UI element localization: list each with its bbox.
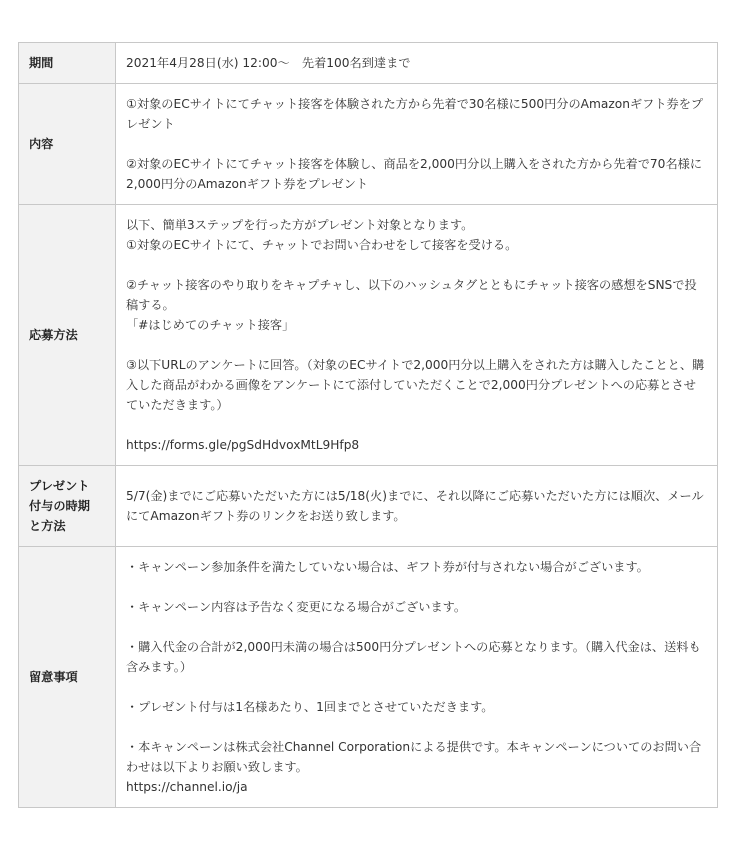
table-row-content	[19, 84, 718, 205]
apply-hashtag: 「#はじめてのチャット接客」	[126, 318, 295, 332]
survey-link[interactable]: https://forms.gle/pgSdHdvoxMtL9Hfp8	[126, 438, 360, 452]
note-1: ・キャンペーン参加条件を満たしていない場合は、ギフト券が付与されない場合がございます。	[126, 560, 649, 574]
row-label-how-to-apply: 応募方法	[19, 205, 116, 466]
delivery-text: 5/7(金)までにご応募いただいた方には5/18(火)までに、それ以降にご応募いただいた方には順次、メールにてAmazonギフト券のリンクをお送り致します。	[116, 466, 718, 547]
apply-step-2: ②チャット接客のやり取りをキャプチャし、以下のハッシュタグとともにチャット接客の感想をSNSで投稿する。	[126, 278, 697, 312]
row-label-period: 期間	[19, 43, 116, 84]
table-row-how-to-apply	[19, 205, 718, 466]
row-label-content: 内容	[19, 84, 116, 205]
note-3: ・購入代金の合計が2,000円未満の場合は500円分プレゼントへの応募となります。（購入代金は、送料も含みます。）	[126, 640, 701, 674]
apply-step-1: ①対象のECサイトにて、チャットでお問い合わせをして接客を受ける。	[126, 238, 518, 252]
how-to-apply-cell	[116, 205, 718, 466]
note-2: ・キャンペーン内容は予告なく変更になる場合がございます。	[126, 600, 467, 614]
content-cell	[116, 84, 718, 205]
apply-intro: 以下、簡単3ステップを行った方がプレゼント対象となります。	[126, 218, 474, 232]
table-row-delivery	[19, 466, 718, 547]
content-item-1: ①対象のECサイトにてチャット接客を体験された方から先着で30名様に500円分のAmazonギフト券をプレゼント	[126, 97, 704, 131]
row-label-delivery-line-3: と方法	[29, 519, 66, 533]
table-row-period	[19, 43, 718, 84]
content-item-2: ②対象のECサイトにてチャット接客を体験し、商品を2,000円分以上購入をされた方から先着で70名様に2,000円分のAmazonギフト券をプレゼント	[126, 157, 703, 191]
row-label-delivery-line-2: 付与の時期	[29, 499, 90, 513]
row-label-delivery-line-1: プレゼント	[29, 479, 90, 493]
row-label-notes: 留意事項	[19, 547, 116, 808]
period-text: 2021年4月28日(水) 12:00〜 先着100名到達まで	[116, 43, 718, 84]
row-label-delivery	[19, 466, 116, 547]
note-5: ・本キャンペーンは株式会社Channel Corporationによる提供です。本キャンペーンについてのお問い合わせは以下よりお願い致します。	[126, 740, 702, 774]
contact-link[interactable]: https://channel.io/ja	[126, 780, 248, 794]
table-row-notes	[19, 547, 718, 808]
notes-cell	[116, 547, 718, 808]
note-4: ・プレゼント付与は1名様あたり、1回までとさせていただきます。	[126, 700, 494, 714]
campaign-info-table	[18, 42, 718, 808]
apply-step-3: ③以下URLのアンケートに回答。（対象のECサイトで2,000円分以上購入をされた方は購入したことと、購入した商品がわかる画像をアンケートにて添付していただくことで2,000円分プレゼントへの応募とさせていただきます。）	[126, 358, 705, 412]
